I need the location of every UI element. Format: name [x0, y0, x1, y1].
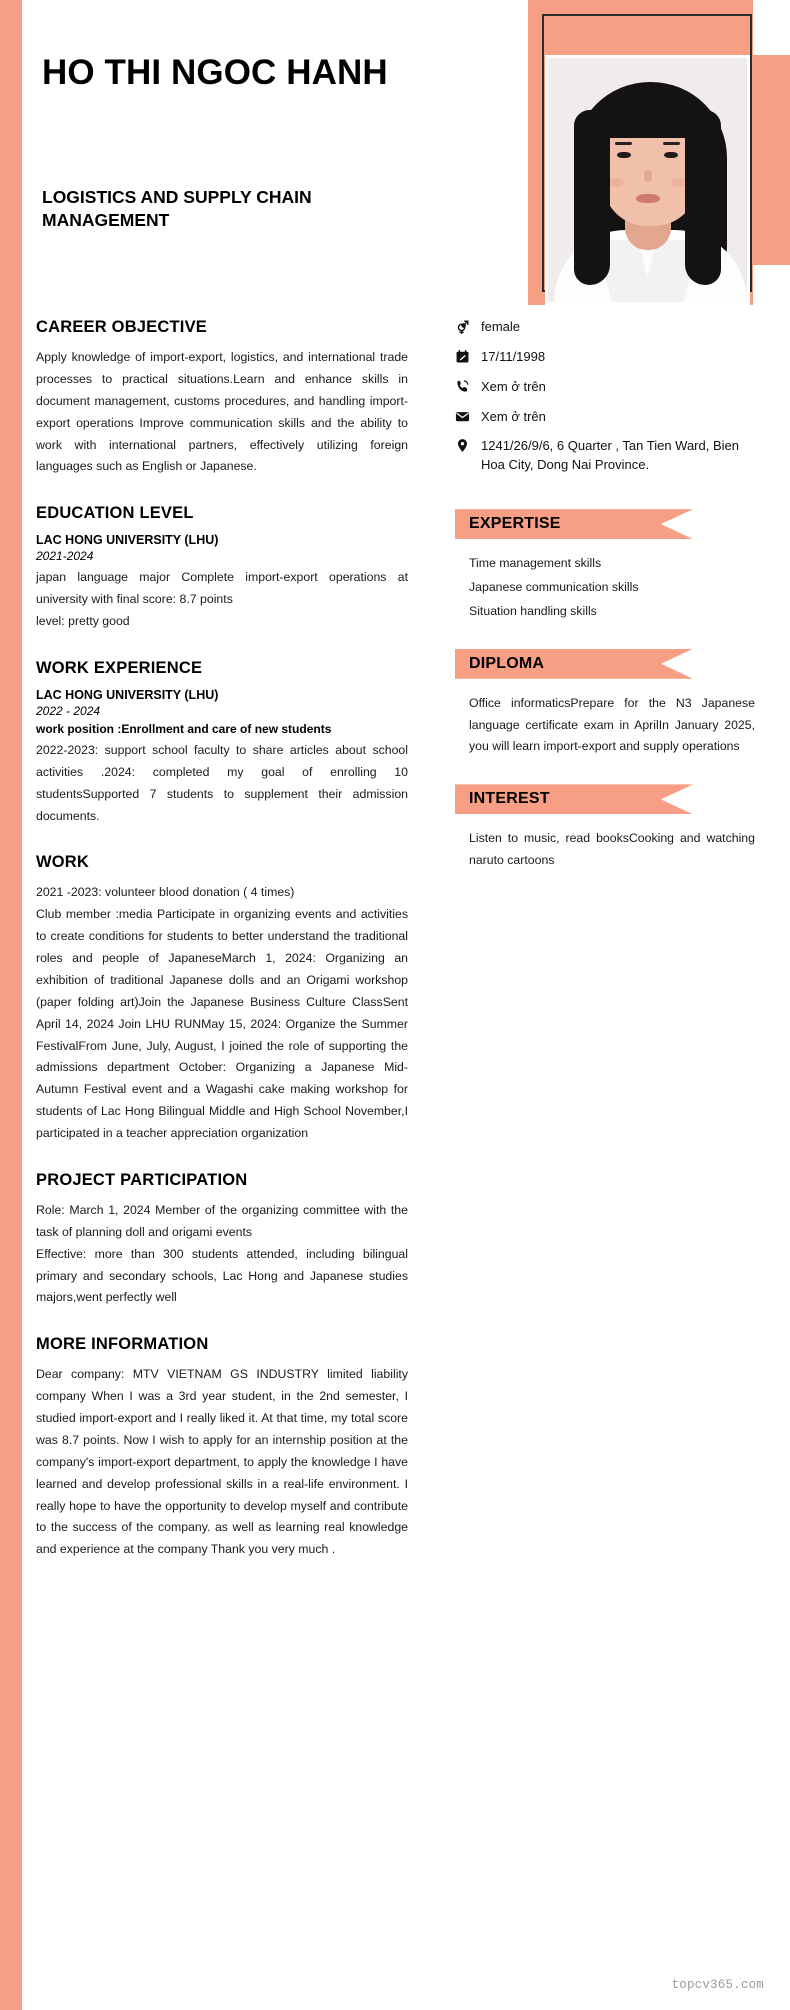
section-interest	[455, 784, 755, 872]
entry-date-range: 2022 - 2024	[36, 703, 101, 718]
section-paragraph: Dear company: MTV VIETNAM GS INDUSTRY limited liability company When I was a 3rd year student, in the 2nd semester, I studied import-export and I really liked it. At that time, my total score was 8.7 points. Now I wish to apply for an internship position at the company's import-export department, to apply the knowledge I have learned and develop professional skills in a real-life environment. I really hope to have the opportunity to develop myself and contribute to the success of the company. as well as learning real knowledge and experience at the company Thank you very much .	[36, 1367, 408, 1557]
contact-value: Xem ở trên	[481, 408, 546, 424]
section-paragraph: 2022-2023: support school faculty to share articles about school activities .2024: completed my goal of enrolling 10 studentsSupported 7 students to supplement their admission documents.	[36, 742, 408, 823]
profile-photo	[545, 55, 750, 305]
site-watermark: topcv365.com	[671, 1978, 764, 1992]
section-title: MORE INFORMATION	[36, 1335, 209, 1354]
list-item: Japanese communication skills	[469, 579, 639, 594]
ribbon-banner	[455, 649, 755, 679]
calendar-icon	[455, 348, 481, 364]
entry-detail-line: 2021 -2023: volunteer blood donation ( 4 times)	[36, 885, 295, 900]
section-more-information	[36, 1335, 408, 1561]
section-paragraph: Listen to music, read booksCooking and watching naruto cartoons	[469, 831, 755, 868]
section-work-experience	[36, 659, 408, 828]
section-title: PROJECT PARTICIPATION	[36, 1170, 248, 1189]
entry-role: work position :Enrollment and care of new students	[36, 721, 332, 736]
section-title: DIPLOMA	[469, 654, 545, 672]
left-column	[36, 318, 408, 1587]
list-item: Situation handling skills	[469, 603, 597, 618]
entry-organization: LAC HONG UNIVERSITY (LHU)	[36, 533, 219, 548]
phone-icon	[455, 378, 481, 394]
contact-value: Xem ở trên	[481, 378, 546, 394]
section-paragraph: Club member :media Participate in organizing events and activities to create conditions for students to better understand the traditional roles and people of JapaneseMarch 1, 2024: Organizing an exhibition of traditional Japanese dolls and an Origami workshop (paper folding art)Join the Japanese Business Culture ClassSent April 14, 2024 Join LHU RUNMay 15, 2024: Organize the Summer FestivalFrom June, July, August, I joined the role of supporting the admissions department October: Organizing a Japanese Mid-Autumn Festival event and a Wagashi cake making workshop for students of Lac Hong Bilingual Middle and High School November,I participated in a teacher appreciation organization	[36, 907, 408, 1140]
right-column	[455, 318, 755, 898]
contact-value: 17/11/1998	[481, 348, 546, 364]
section-diploma	[455, 649, 755, 759]
ribbon-banner	[455, 784, 755, 814]
list-item: Time management skills	[469, 556, 602, 571]
section-paragraph: Apply knowledge of import-export, logistics, and international trade processes to practical situations.Learn and enhance skills in document management, customs procedures, and handling import-export operations Improve communication skills and the ability to work with international partners, effectively utilizing foreign languages such as English or Japanese.	[36, 350, 408, 474]
section-career-objective	[36, 318, 408, 478]
candidate-job-title: LOGISTICS AND SUPPLY CHAIN MANAGEMENT	[42, 187, 312, 231]
section-title: EXPERTISE	[469, 515, 561, 533]
section-paragraph: Office informaticsPrepare for the N3 Japanese language certificate exam in AprilIn January 2025, you will learn import-export and supply operations	[469, 695, 755, 754]
gender-icon	[455, 318, 481, 334]
entry-organization: LAC HONG UNIVERSITY (LHU)	[36, 687, 219, 702]
section-title: CAREER OBJECTIVE	[36, 318, 207, 336]
contact-item-address	[455, 437, 755, 475]
section-expertise	[455, 509, 755, 623]
portrait-illustration	[548, 58, 747, 302]
contact-value: female	[481, 319, 521, 334]
contact-item-gender	[455, 318, 755, 337]
interest-body	[455, 826, 755, 872]
entry-detail-line: level: pretty good	[36, 614, 130, 628]
location-icon	[455, 437, 481, 453]
email-icon	[455, 408, 481, 424]
contact-item-email[interactable]	[455, 408, 755, 427]
expertise-list	[455, 551, 755, 623]
left-accent-bar	[0, 0, 22, 2010]
entry-detail-line: japan language major Complete import-export operations at university with final score: 8.7 points	[36, 570, 408, 607]
contact-value: 1241/26/9/6, 6 Quarter , Tan Tien Ward, Bien Hoa City, Dong Nai Province.	[481, 438, 739, 473]
contact-item-birthdate	[455, 348, 755, 367]
section-paragraph: Role: March 1, 2024 Member of the organizing committee with the task of planning doll and origami events	[36, 1202, 408, 1239]
section-paragraph: Effective: more than 300 students attended, including bilingual primary and secondary schools, Lac Hong and Japanese studies majors,went perfectly well	[36, 1246, 408, 1305]
section-project-participation	[36, 1171, 408, 1309]
section-title: WORK	[36, 853, 90, 872]
section-education-level	[36, 504, 408, 633]
candidate-name: HO THI NGOC HANH	[42, 53, 388, 92]
entry-date-range: 2021-2024	[36, 549, 94, 564]
contact-list	[455, 318, 755, 475]
diploma-body	[455, 691, 755, 759]
ribbon-banner	[455, 509, 755, 539]
contact-item-phone[interactable]	[455, 378, 755, 397]
section-work	[36, 853, 408, 1145]
section-title: EDUCATION LEVEL	[36, 504, 194, 523]
section-title: WORK EXPERIENCE	[36, 658, 203, 677]
section-title: INTEREST	[469, 790, 550, 808]
